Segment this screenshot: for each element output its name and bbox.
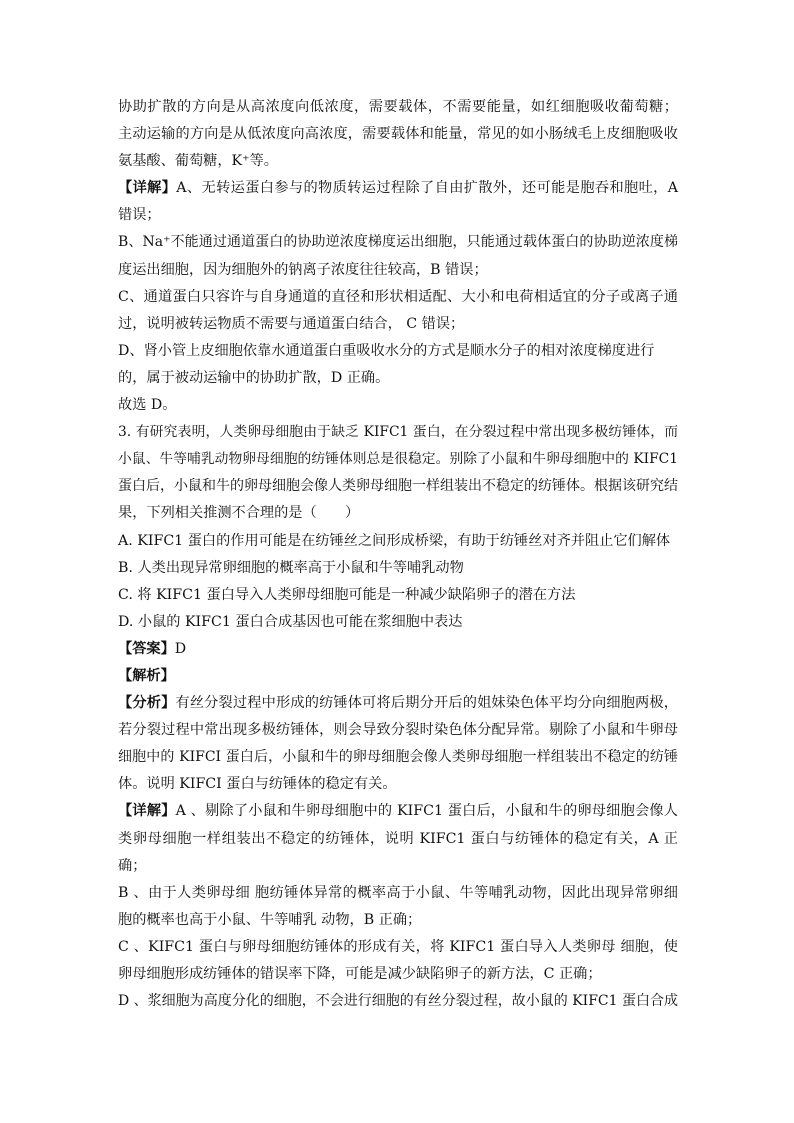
text-line: 体。说明 KIFCI 蛋白与纺锤体的稳定有关。 [118, 776, 397, 793]
text-line: 【分析】有丝分裂过程中形成的纺锤体可将后期分开后的姐妹染色体平均分向细胞两极， [118, 695, 678, 712]
text-line: B 、由于人类卵母细 胞纺锤体异常的概率高于小鼠、牛等哺乳动物，因此出现异常卵细 [118, 884, 678, 901]
option-c: C. 将 KIFC1 蛋白导入人类卵母细胞可能是一种减少缺陷卵子的潜在方法 [118, 586, 576, 603]
section-tag: 【分析】 [118, 695, 176, 712]
text-line: 【详解】A 、剔除了小鼠和牛卵母细胞中的 KIFC1 蛋白后，小鼠和牛的卵母细胞会像人 [118, 803, 678, 820]
text-line: 的，属于被动运输中的协助扩散，D 正确。 [118, 369, 390, 386]
question-stem-line: 3. 有研究表明，人类卵母细胞由于缺乏 KIFC1 蛋白，在分裂过程中常出现多极纺锤体，而 [118, 424, 678, 441]
section-tag: 【答案】 [118, 640, 175, 657]
text-line: 【详解】A、无转运蛋白参与的物质转运过程除了自由扩散外，还可能是胞吞和胞吐，A [118, 180, 678, 197]
text-line: 主动运输的方向是从低浓度向高浓度，需要载体和能量，常见的如小肠绒毛上皮细胞吸收 [118, 126, 678, 143]
text-line: 类卵母细胞一样组装出不稳定的纺锤体，说明 KIFC1 蛋白与纺锤体的稳定有关，A 正 [118, 830, 678, 847]
text-line: C 、KIFC1 蛋白与卵母细胞纺锤体的形成有关，将 KIFC1 蛋白导入人类卵母 细胞，使 [118, 938, 678, 955]
text-line: 细胞中的 KIFCI 蛋白后，小鼠和牛的卵母细胞会像人类卵母细胞一样组装出不稳定的纺锤 [118, 749, 678, 766]
text-line: 确； [118, 857, 147, 874]
text-line: C、通道蛋白只容许与自身通道的直径和形状相适配、大小和电荷相适宜的分子或离子通 [118, 288, 678, 305]
option-d: D. 小鼠的 KIFC1 蛋白合成基因也可能在浆细胞中表达 [118, 613, 463, 630]
text-line: 度运出细胞，因为细胞外的钠离子浓度往往较高，B 错误； [118, 261, 488, 278]
analysis-heading [118, 663, 678, 690]
question-stem-line: 小鼠、牛等哺乳动物卵母细胞的纺锤体则总是很稳定。别除了小鼠和牛卵母细胞中的 KIFC1 [118, 451, 678, 468]
text-line: 过，说明被转运物质不需要与通道蛋白结合， C 错误； [118, 315, 465, 332]
question-stem-line: 蛋白后，小鼠和牛的卵母细胞会像人类卵母细胞一样组装出不稳定的纺锤体。根据该研究结 [118, 478, 678, 495]
document-page [118, 94, 678, 1015]
section-tag: 【详解】 [118, 180, 177, 197]
text-line: 协助扩散的方向是从高浓度向低浓度，需要载体，不需要能量，如红细胞吸收葡萄糖； [118, 99, 678, 115]
text-line: 卵母细胞形成纺锤体的错误率下降，可能是减少缺陷卵子的新方法，C 正确； [118, 966, 602, 982]
text-line: B、Na⁺不能通过通道蛋白的协助逆浓度梯度运出细胞，只能通过载体蛋白的协助逆浓度梯 [118, 234, 678, 251]
section-tag: 【解析】 [118, 667, 175, 684]
text-line: 胞的概率也高于小鼠、牛等哺乳 动物，B 正确； [118, 911, 422, 928]
option-b: B. 人类出现异常卵细胞的概率高于小鼠和牛等哺乳动物 [118, 559, 464, 576]
text-line: 故选 D。 [118, 397, 177, 414]
text-line: 氨基酸、葡萄糖，K⁺等。 [118, 153, 278, 170]
question-stem-line: 果，下列相关推测不合理的是（ ） [118, 505, 360, 522]
text-line: 错误； [118, 207, 161, 224]
text-line: 若分裂过程中常出现多极纺锤体，则会导致分裂时染色体分配异常。剔除了小鼠和牛卵母 [118, 722, 678, 739]
section-tag: 【详解】 [118, 803, 176, 820]
text-line: D、肾小管上皮细胞依靠水通道蛋白重吸收水分的方式是顺水分子的相对浓度梯度进行 [118, 342, 655, 359]
answer-line: 【答案】D [118, 640, 187, 657]
text-line: D 、浆细胞为高度分化的细胞，不会进行细胞的有丝分裂过程，故小鼠的 KIFC1 蛋白合成 [118, 993, 678, 1010]
option-a: A. KIFC1 蛋白的作用可能是在纺锤丝之间形成桥梁，有助于纺锤丝对齐并阻止它们解体 [118, 532, 671, 549]
